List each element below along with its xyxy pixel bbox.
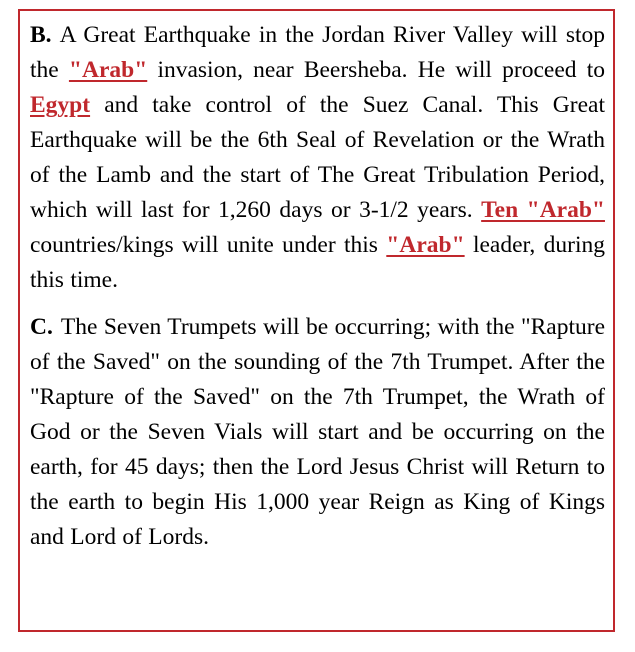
- paragraph-c: [30, 310, 605, 555]
- paragraph-b-text-3: and take control of the Suez Canal. This Great Earthquake will be the 6th Seal of Revelation or the Wrath of the Lamb and the start of The Great Tribulation Period, which will last for 1,260 days or 3-1/2 years.: [30, 92, 605, 223]
- paragraph-b-text-1: A Great Earthquake in the Jordan River Valley will stop the: [30, 22, 605, 83]
- paragraph-b-text-4: countries/kings will unite under this: [30, 232, 387, 258]
- paragraph-b: [30, 18, 605, 298]
- highlight-ten-arab: Ten "Arab": [481, 197, 605, 223]
- highlight-arab-2: "Arab": [386, 232, 465, 258]
- paragraph-b-text-2: invasion, near Beersheba. He will proceed to: [147, 57, 605, 83]
- highlight-arab-1: "Arab": [68, 57, 148, 83]
- paragraph-c-text: The Seven Trumpets will be occurring; with the "Rapture of the Saved" on the sounding of the 7th Trumpet. After the "Rapture of the Saved" on the 7th Trumpet, the Wrath of God or the Seven Vials will start and be occurring on the earth, for 45 days; then the Lord Jesus Christ will Return to the earth to begin His 1,000 year Reign as King of Kings and Lord of Lords.: [30, 314, 605, 550]
- paragraph-b-text-5: leader, during this time.: [30, 232, 605, 293]
- highlight-egypt: Egypt: [30, 92, 91, 118]
- bordered-text-box: [18, 9, 615, 632]
- paragraph-c-letter: C.: [30, 314, 53, 340]
- paragraph-b-letter: B.: [30, 22, 52, 48]
